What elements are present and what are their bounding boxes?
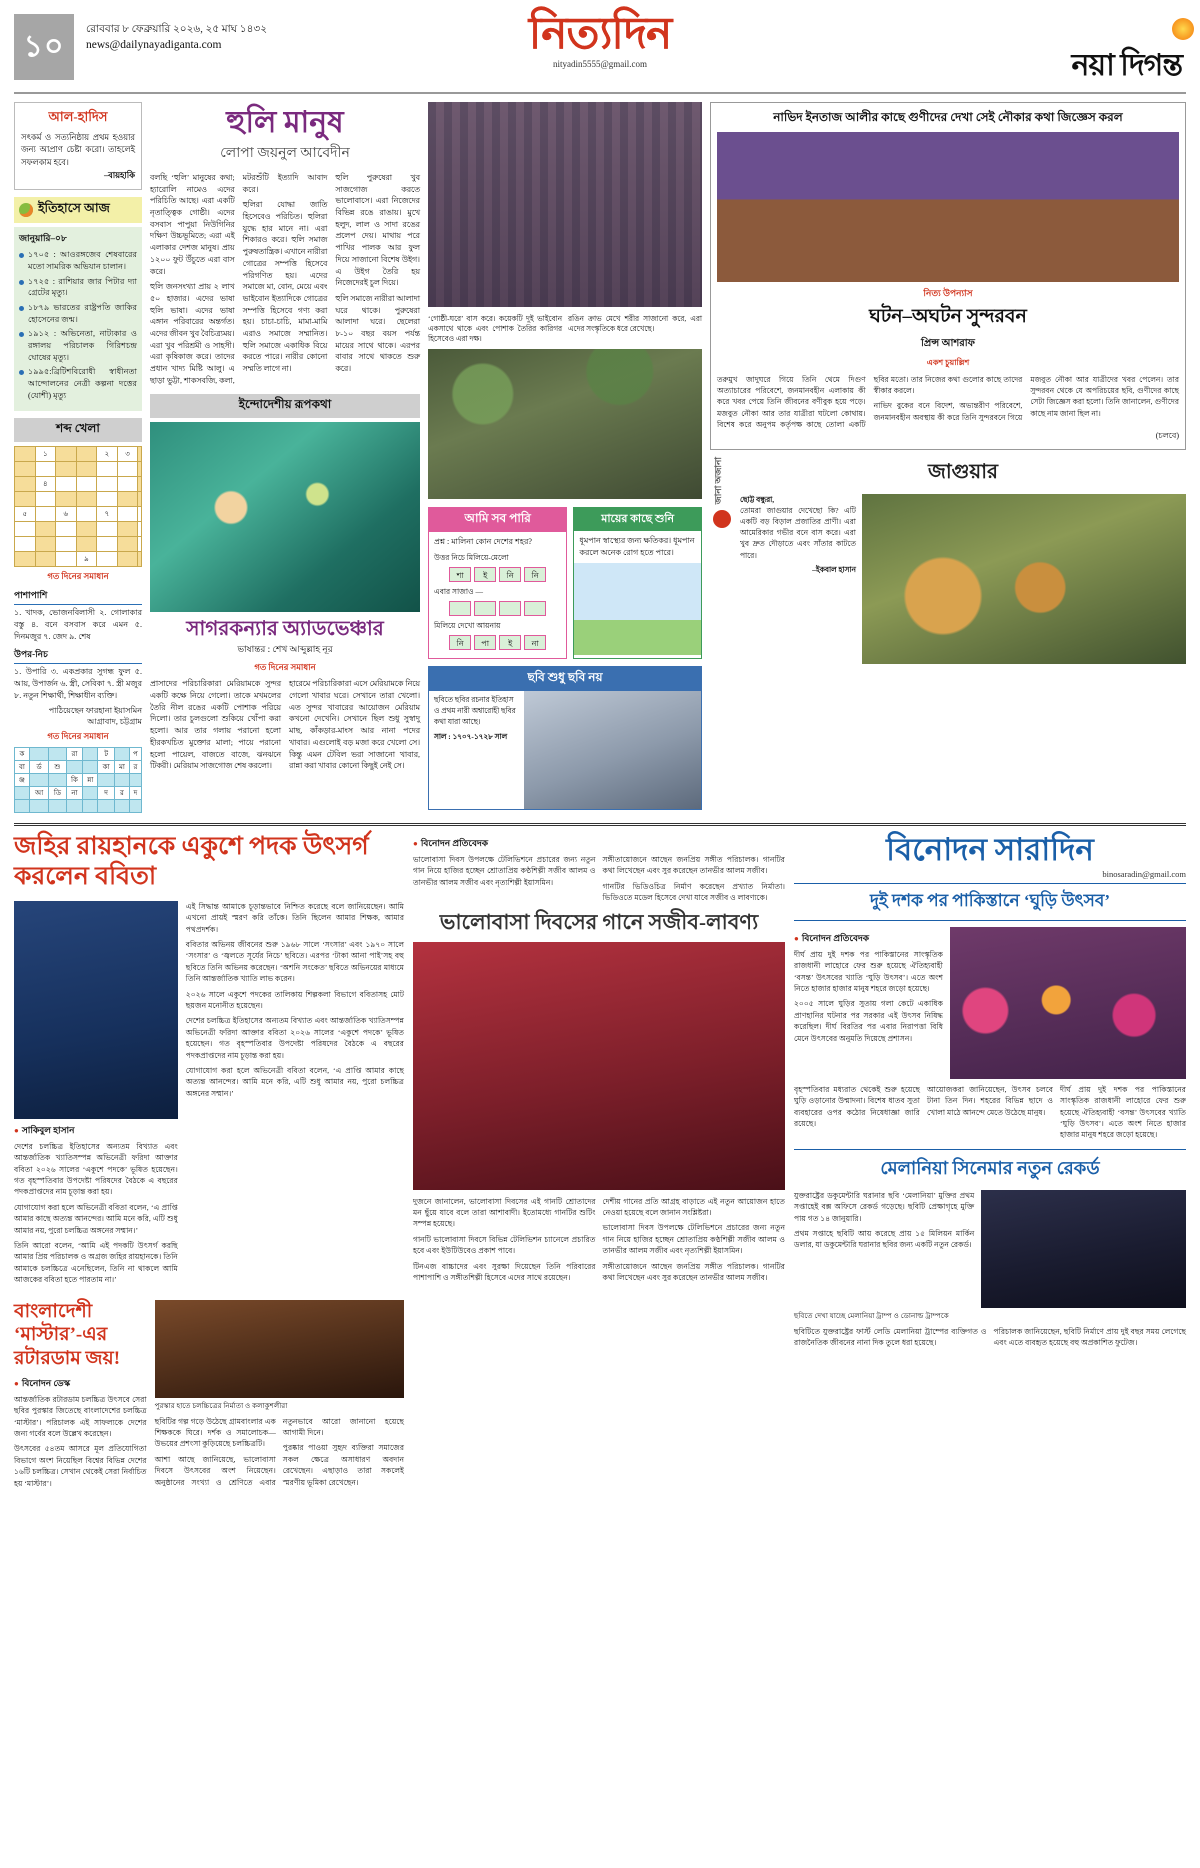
paragraph: ছবিটির গল্প গড়ে উঠেছে গ্রামবাংলার এক শিক্ষককে ঘিরে। দর্শক ও সমালোচক—উভয়ের প্রশংসা কুড়িয়েছে চলচ্চিত্রটি। [154, 1416, 276, 1449]
award-photo-caption: পুরস্কার হাতে চলচ্চিত্রের নির্মাতা ও কলাকুশলীরা [154, 1401, 288, 1410]
brand-name: নয়া দিগন্ত [1071, 49, 1182, 82]
list-item: ১৯৯৫:ব্রিটিশবিরোধী স্বাধীনতা আন্দোলনের নেত্রী কল্পনা দত্তের (যোশী) মৃত্যু [19, 366, 137, 402]
paragraph: আন্তর্জাতিক রটারডাম চলচ্চিত্র উৎসবে সেরা ছবির পুরস্কার জিতেছে বাংলাদেশের চলচ্চিত্র ‘মাস্টার’। পরিচালক এই সাফল্যকে দেশের জন্য গর্বের বলে উল্লেখ করেছেন। [14, 1394, 147, 1438]
feature-body [150, 172, 420, 386]
adventure-kicker-bar [150, 394, 420, 418]
list-item: ১৮৭৯ ভারতের রাষ্ট্রপতি জাকির হোসেনের জন্ম। [19, 302, 137, 326]
rotterdam-headline: বাংলাদেশী ‘মাস্টার’-এর রটারডাম জয়! [14, 1300, 121, 1370]
page-number: ১০ [14, 14, 74, 80]
kite-festival-photo [950, 927, 1186, 1079]
ami-body [429, 532, 566, 659]
letter-cell[interactable]: ই [474, 567, 496, 582]
huli-photo-1 [428, 102, 702, 307]
ami-hint-2: এবার সাজাও — [434, 586, 483, 596]
paragraph: হুলি সমাজে নারীরা আলাদা ঘরে থাকে। পুরুষেরা আলাদা ঘরে। ছেলেরা ৮-১০ বছর বয়স পর্যন্ত মায়ের সাথে থাকে। এরপর বাবার সাথে থাকতে শুরু করে। [335, 293, 420, 373]
award-photo [155, 1300, 404, 1398]
mayer-title: মায়ের কাছে শুনি [574, 508, 701, 531]
mother-child-art [574, 563, 701, 655]
paragraph: হুলি পুরুষেরা খুব সাজগোজ করতে ভালোবাসে। এরা নিজেদের বিভিন্ন রঙে রাঙায়। মুখে হলুদ, লাল ও সাদা রঙের প্রলেপ দেয়। মাথায় পরে পাখির পালক আর ফুল দিয়ে সাজানো বিশেষ উইগ। এ উইগ তৈরি হয় নিজেদেরই চুল দিয়ে। [335, 173, 420, 288]
mayer-kache-box [573, 507, 702, 660]
masthead [0, 0, 1200, 86]
paragraph: যোগাযোগ করা হলে অভিনেত্রী ববিতা বলেন, ‘এ প্রাপ্তি আমার কাছে অত্যন্ত আনন্দের। আমি মনে করি, এটি শুধু আমার নয়, পুরো চলচ্চিত্র অঙ্গনের সম্মান।’ [185, 1065, 404, 1098]
huli-jungle-art [428, 349, 702, 499]
paragraph: দুজনে জানালেন, ভালোবাসা দিবসের এই গানটি শ্রোতাদের মন ছুঁয়ে যাবে বলে তারা আশাবাদী। ইতোমধ্যে গানটির শুটিং সম্পন্ন হয়েছে। [413, 1196, 596, 1229]
naya-diganta-brand [1072, 26, 1182, 81]
sol-cell: না [66, 786, 83, 799]
bobita-article [14, 832, 404, 1493]
list-item: ১৭২৫ : রাশিয়ার জার পিটার দ্যা গ্রেটের মৃত্যু। [19, 276, 137, 300]
ami-title: আমি সব পারি [429, 508, 566, 532]
ami-letters-3[interactable] [434, 635, 561, 650]
down-clues: ১. উপারি ৩. একপ্রকার সুগন্ধ ফুল ৫. আয়, উপার্জন ৬. স্ত্রী, সেবিকা ৭. স্ত্রী মজুর ৮. নতুন শিক্ষার্থী, শিক্ষাধীন ব্যক্তি। [14, 666, 142, 700]
photo-caption: ‘গোষ্ঠী-ঘরে’ বাস করে। কয়েকটি দুই ভাইবোন একসাথে থাকে এবং পোশাক তৈরির কারিগর হিসেবেও এরা দক্ষ। [428, 314, 562, 344]
cell-num[interactable]: ৪ [35, 476, 56, 491]
jaguar-body: তোমরা জাগুয়ার দেখেছো কি? এটি একটি বড় বিড়াল প্রজাতির প্রাণী। এরা আমেরিকার গভীর বনে বাস করে। এরা খুব দ্রুত দৌড়াতে এবং সাঁতার কাটতে পারে। [740, 506, 856, 560]
bobita-headline: জহির রায়হানকে একুশে পদক উৎসর্গ করলেন ববিতা [14, 832, 369, 891]
history-month: জানুয়ারি–০৮ [19, 233, 67, 244]
paragraph: দেশের চলচ্চিত্র ইতিহাসের অন্যতম বিখ্যাত এবং আন্তর্জাতিক খ্যাতিসম্পন্ন অভিনেত্রী ফরিদা আক্তার ববিতা ২০২৬ সালের ‘একুশে পদকে’ ভূষিত হয়েছেন। গত বৃহস্পতিবার উপদেষ্টা পরিষদের বৈঠকে এ বছরের পদকপ্রাপ্তদের নাম চূড়ান্ত করা হয়। [185, 1016, 404, 1060]
sol-cell: শু [49, 760, 66, 773]
letter-cell[interactable]: নি [499, 567, 521, 582]
ami-letters-2[interactable] [434, 601, 561, 616]
ami-hint-3: মিলিয়ে দেখো আয়নায় [434, 621, 501, 631]
jaguar-photo [862, 494, 1186, 664]
melania-photo [981, 1190, 1186, 1308]
melania-caption: ছবিতে দেখা যাচ্ছে মেলানিয়া ট্রাম্প ও ডোনাল্ড ট্রাম্পকে [794, 1311, 949, 1320]
paragraph: ২০০৫ সালে ঘুড়ির সুতায় গলা কেটে একাধিক প্রাণহানির ঘটনার পর সরকার এই উৎসব নিষিদ্ধ করেছিল। দীর্ঘ বিরতির পর এবার নিরাপত্তা বিধি মেনে উৎসবের অনুমতি দিয়েছে প্রশাসন। [794, 999, 943, 1043]
photo-caption: রঙিন ক্রাভ মেখে শরীর সাজানো করে, এরা এদের সংস্কৃতিকে ধরে রেখেছে। [568, 314, 702, 334]
paragraph: তরুমুখ জাদুঘরে গিয়ে তিনি থেমে দিগুণ অত্যাচারের পরিবেশে, জনমানবহীন এলাকায় কী করে খবর পেয়ে তিনি জীবনের বণীবুক হয়ে পড়ে। মজবুত নৌকা আর তার যাত্রীরা ঘটলো কোথায়। বিশেষ করে অনুপম কর্তৃপক্ষ কাছে তোলা একটি ছবির মতো। তার নিজের কথা গুলোর কাছে তাদের স্বীকার করলে। [717, 374, 1023, 429]
history-header [14, 197, 142, 223]
adventure-solution-caption: গত দিনের সমাধান [254, 662, 316, 673]
cell-num[interactable]: ১ [35, 446, 56, 461]
valobasha-intro [413, 854, 785, 904]
sol-cell: কা [98, 760, 115, 773]
ent-logo-word-1: বিনোদন সারাদিন [886, 831, 1094, 867]
bobita-photo [14, 901, 178, 1119]
ami-shob-pari-box [428, 507, 567, 660]
letter-cell[interactable] [474, 601, 496, 616]
bottom-section [0, 832, 1200, 1493]
paragraph: ভালোবাসা দিবস উপলক্ষে টেলিভিশনে প্রচারের জন্য নতুন গান নিয়ে হাজির হচ্ছেন শ্রোতাপ্রিয় কণ্ঠশিল্পী সজীব আলম ও তানভীর আলম সজীব এবং নৃত্যশিল্পী ইয়াসমিন। [413, 854, 596, 887]
paragraph: হারেমে পরিচারিকারা এসে মেরিয়ামকে নিয়ে গেলো খাবার ঘরে। সেখানে তারা খেলো। এত সুন্দর খাবারের আয়োজন মেরিয়াম কখনো দেখেনি। সেখানে ছিল শুধু সুস্বাদু মাছ, কাঁকড়ার-মাংস আর নানা পদের খাবার। এগুলোই বড় মজা করে খেলো সে। কিন্তু এমন টেবিল ভরা সাজানো খাবার, রান্না করা খাবার কোনো কিছুই নেই সে। [289, 679, 420, 771]
kite-body [794, 1084, 1186, 1141]
letter-cell[interactable]: না [524, 635, 546, 650]
adventure-body [150, 678, 420, 776]
chobi-box [428, 666, 702, 810]
mayer-text: ধূমপান স্বাস্থ্যের জন্য ক্ষতিকর। ধূমপান করলে অনেক রোগ হতে পারে। [579, 535, 695, 557]
across-heading: পাশাপাশি [14, 588, 142, 605]
credit-sender: পাঠিয়েছেন ফারহানা ইয়াসমিন [48, 705, 142, 715]
cell-num[interactable]: ৩ [117, 446, 138, 461]
letter-cell[interactable]: নি [524, 567, 546, 582]
sol-cell: বা [15, 760, 30, 773]
paragraph: টিনএজ বাচ্চাদের এবং সুরক্ষা দিয়েছেন তিনি পরিবারের পাশাপাশি ও সঙ্গীতশিল্পী হিসেবে এদের সাথে রয়েছেন। [413, 1261, 596, 1283]
valobasha-byline: ● বিনোদন প্রতিবেদক [413, 836, 785, 851]
puzzle-credit [14, 705, 142, 727]
paragraph: দীর্ঘ প্রায় দুই দশক পর পাকিস্তানের সাংস্কৃতিক রাজধানী লাহোরে ফের শুরু হয়েছে ঐতিহ্যবাহী ‘বসন্ত’ উৎসবের খ্যাতি ‘ঘুড়ি উৎসব’। এতে অংশ নিতে হাজার হাজার মানুষ শহরে জড়ো হয়েছে। [794, 949, 943, 994]
sun-icon [1172, 18, 1194, 40]
horse-rider-art [524, 691, 701, 809]
paragraph: বৃহস্পতিবার মধ্যরাত থেকেই শুরু হয়েছে ঘুড়ি ওড়ানোর উন্মাদনা। বিশেষ ধাতব সুতা ব্যবহারের ওপর কঠোর নিষেধাজ্ঞা জারি রয়েছে। [794, 1084, 920, 1129]
cell-num[interactable]: ৭ [97, 506, 118, 521]
paragraph: যোগাযোগ করা হলে অভিনেত্রী ববিতা বলেন, ‘এ প্রাপ্তি আমার কাছে অত্যন্ত আনন্দের। আমি মনে করি, এটি শুধু আমার নয়, পুরো চলচ্চিত্র অঙ্গনের সম্মান।’ [14, 1202, 178, 1235]
sol-cell: ট [98, 747, 115, 760]
sol-cell: মা [115, 760, 130, 773]
solution-caption: গত দিনের সমাধান [47, 570, 109, 581]
sol-cell: ন্না [83, 773, 98, 786]
list-item: ১৭০৫ : আওরঙ্গজেব শেষবারের মতো সামরিক অভিযান চালান। [19, 249, 137, 273]
crossword-grid[interactable] [14, 446, 142, 567]
ami-hint-1: উত্তর নিচে মিলিয়ে-মেলো [434, 552, 509, 562]
paragraph: সঙ্গীতায়োজনে আছেন জনপ্রিয় সঙ্গীত পরিচালক। গানটির কথা লিখেছেন এবং সুর করেছেন তানভীর আলম সজীব। [602, 1261, 785, 1283]
ami-question: প্রশ্ন : মালিনা কোন দেশের শহর? [434, 536, 532, 546]
mermaid-art [150, 422, 420, 612]
paragraph: হুলি জনসংখ্যা প্রায় ২ লাখ ৫০ হাজার। এদের ভাষা হুলি ভাষা। এদের ভাষা এঙ্গান পরিবারের অন্তর্গত। এদের জীবন খুব বৈচিত্র্যময়। এরা খুব পরিশ্রমী ও সাহসী। এরা কৃষিকাজ করে। তাদের প্রধান খাদ্য মিষ্টি আলু। এ ছাড়া ভুট্টা, শাকসবজি, কলা, মটরশুঁটি ইত্যাদি আবাদ করে। [150, 173, 328, 385]
adventure-title: সাগরকন্যার অ্যাডভেঞ্চার [186, 618, 384, 641]
jaguar-kicker: ছোট্ট বন্ধুরা, [740, 495, 775, 505]
jana-ajana-tab [710, 457, 734, 664]
sol-cell: দ [98, 786, 115, 799]
sol-cell: ক [15, 747, 30, 760]
across-clues: ১. খাদক, ভোজনবিলাসী ২. গোলাকার বস্তু ৪. বনে বসবাস করে এমন ৫. দিনমজুর ৭. জেদ ৯. শেষ [14, 607, 142, 641]
paragraph: উৎসবের ৫৪তম আসরে মূল প্রতিযোগিতা বিভাগে অংশ নিয়েছিল বিশ্বের বিভিন্ন দেশের ১৬টি চলচ্চিত্র। সেখান থেকেই সেরা নির্বাচিত হয় ‘মাস্টার’। [14, 1444, 147, 1488]
paragraph: ববিতার অভিনয় জীবনের শুরু ১৯৬৮ সালে ‘সংসার’ এবং ১৯৭০ সালে ‘সংসার’ ও ‘জ্বলতে সূর্যের নিচে’ ছবিতে। এরপর ‘টাকা আনা পাই’সহ বহু ছবিতে তিনি অভিনয় করেছেন। ‘অশনি সংকেত’ ছবিতে অভিনয়ের মাধ্যমে তিনি আন্তর্জাতিক খ্যাতি লাভ করেন। [185, 940, 404, 984]
sol-cell: র্ড [29, 760, 48, 773]
paragraph: তিনি আরো বলেন, ‘আমি এই পদকটি উৎসর্গ করছি আমার প্রিয় পরিচালক ও অগ্রজ জহির রায়হানকে। তিনি আমাকে চলচ্চিত্রে এনেছিলেন, তিনি না থাকলে আমি আজকের ববিতা হতে পারতাম না।’ [14, 1241, 178, 1285]
huli-photo-2 [428, 349, 702, 499]
sol-cell: ডি [49, 786, 66, 799]
kite-headline: দুই দশক পর পাকিস্তানে ‘ঘুড়ি উৎসব’ [794, 883, 1186, 921]
logo-title: নিত্যদিন [528, 9, 672, 58]
letter-cell[interactable]: ই [499, 635, 521, 650]
entertainment-section [794, 832, 1186, 1493]
paragraph: নাভিদ বুকের বনে বিদেশ, অভ্যন্তরীণ পরিবেশে, জনমানবহীন অবস্থায় কী করে তিনি সুন্দরবনে গিয়ে মজবুত নৌকা আর যাত্রীদের খবর পেলেন। তার সুন্দরবন থেকে যে অপরিচয়ের ছবি, গুণীদের কাছে সেটা জিজ্ঞেস করা হলো। তিনি জানালেন, গুণীদের কাছে নাম জানা ছিল না। [873, 374, 1179, 422]
chobi-title: ছবি শুধু ছবি নয় [429, 667, 701, 691]
history-box [14, 227, 142, 410]
paragraph: দেশীয় গানের প্রতি আগ্রহ বাড়াতে এই নতুন আয়োজন হাতে নেওয়া হয়েছে বলে জানান সংশ্লিষ্টরা। [602, 1196, 785, 1218]
paragraph: বলছি ‘হুলি’ মানুষের কথা; হ্যারোলি নামেও এদের পরিচিতি আছে। এরা একটি নৃতাত্ত্বিক গোষ্ঠী। এদের বসবাস পাপুয়া নিউগিনির দক্ষিণ উচ্চভূমিতে; এরা এই এলাকার দেশজ মানুষ। প্রায় ১২০০ ফুট উঁচুতে এরা বাস করে। [150, 173, 235, 276]
novel-box [710, 102, 1186, 450]
paragraph: দীর্ঘ প্রায় দুই দশক পর পাকিস্তানের সাংস্কৃতিক রাজধানী লাহোরে ফের শুরু হয়েছে ঐতিহ্যবাহী ‘বসন্ত’ উৎসবের খ্যাতি ‘ঘুড়ি উৎসব’। এতে অংশ নিতে হাজার হাজার মানুষ শহরে জড়ো হয়েছে। [1060, 1084, 1186, 1140]
paragraph: ভালোবাসা দিবস উপলক্ষে টেলিভিশনে প্রচারের জন্য নতুন গান নিয়ে হাজির হচ্ছেন শ্রোতাপ্রিয় কণ্ঠশিল্পী সজীব আলম ও তানভীর আলম সজীব এবং নৃত্যশিল্পী ইয়াসমিন। [602, 1223, 785, 1256]
sol-cell: প [129, 747, 141, 760]
paragraph: হুলিরা যোদ্ধা জাতি হিসেবেও পরিচিত। হুলিরা যুদ্ধে হার মানে না। এরা শিকারও করে। হুলি সমাজ পুরুষতান্ত্রিক। এখানে নারীরা গোত্রের সম্পত্তি হিসেবে পরিগণিত হয়। এদের সমাজে মা, বোন, মেয়ে এবং ভাইবোন ইত্যাদিকে গোত্রের সম্পত্তি হিসেবে গণ্য করা হয়। চাচা-চাচি, মামা-মামি এরাও সমাজে সম্মানিত। হুলি সমাজে একাধিক বিয়ে করতে পারে। নারীর কোনো সম্মতি লাগে না। [242, 200, 328, 373]
paragraph: যুক্তরাষ্ট্রের ডকুমেন্টারি ঘরানার ছবি ‘মেলানিয়া’ মুক্তির প্রথম সপ্তাহেই বক্স অফিসে রেকর্ড গড়েছে। ছবিটি প্রেক্ষাগৃহে মুক্তি পায় গত ১৪ জানুয়ারি। [794, 1190, 975, 1223]
letter-cell[interactable] [449, 601, 471, 616]
paragraph: গানটির ভিডিওচিত্র নির্মাণ করেছেন প্রখ্যাত নির্মাতা। ভিডিওতে মডেল হিসেবে দেখা যাবে সজীব ও লাবণ্যকে। [602, 881, 785, 903]
section-divider [14, 823, 1186, 826]
valobasha-article [413, 832, 785, 1493]
melania-body [794, 1326, 1186, 1353]
paragraph: পুরষ্কার পাওয়া সুহৃদ ব্যক্তিরা সমাজের সকল ক্ষেত্রে অসাধারণ অবদান রেখেছেন। এছাড়াও তারা সকলেই স্মরণীয় ভূমিকা রেখেছেন। [282, 1443, 404, 1487]
novel-chapter: একশ চুয়াল্লিশ [926, 357, 970, 367]
ami-letters-1[interactable] [434, 567, 561, 582]
right-column [710, 102, 1186, 813]
melania-headline: মেলানিয়া সিনেমার নতুন রেকর্ড [794, 1149, 1186, 1185]
paragraph: দেশের চলচ্চিত্র ইতিহাসের অন্যতম বিখ্যাত এবং আন্তর্জাতিক খ্যাতিসম্পন্ন অভিনেত্রী ফরিদা আক্তার ববিতা ২০২৬ সালের ‘একুশে পদকে’ ভূষিত হয়েছেন। গত বৃহস্পতিবার উপদেষ্টা পরিষদের বৈঠকে এ বছরের পদকপ্রাপ্তদের নাম চূড়ান্ত করা হয়। [14, 1141, 178, 1197]
valobasha-photo [413, 942, 785, 1190]
letter-cell[interactable] [524, 601, 546, 616]
novel-continued: (চলবে) [1155, 431, 1179, 441]
paragraph: পরিচালক জানিয়েছেন, ছবিটি নির্মাণে প্রায় দুই বছর সময় লেগেছে এবং এতে ব্যবহৃত হয়েছে বহু অপ্রকাশিত ফুটেজ। [993, 1326, 1186, 1348]
left-sidebar [14, 102, 142, 813]
feature-column [150, 102, 420, 813]
hadith-source: –বায়হাকি [103, 171, 135, 181]
date-block [86, 14, 267, 54]
wordgame-header [14, 418, 142, 442]
hadith-title: আল-হাদিস [48, 109, 108, 124]
adventure-kicker: ইন্দোদেশীয় রূপকথা [238, 397, 332, 412]
hadith-text: সৎকর্ম ও সত্যনিষ্ঠায় প্রথম হওয়ার জন্য আপ্রাণ চেষ্টা করো। তাহলেই সফলকাম হবে। [21, 133, 135, 167]
page-title: হুলি মানুষ [226, 106, 344, 139]
letter-cell[interactable]: শা [449, 567, 471, 582]
huli-tribe-art [428, 102, 702, 307]
paragraph: সঙ্গীতায়োজনে আছেন জনপ্রিয় সঙ্গীত পরিচালক। গানটির কথা লিখেছেন এবং সুর করেছেন তানভীর আলম সজীব। [602, 854, 785, 876]
feature-byline: লোপা জয়নুল আবেদীন [220, 146, 350, 161]
novel-kicker: নিত্য উপন্যাস [923, 287, 973, 298]
top-section [0, 94, 1200, 813]
sol-cell: র [115, 786, 130, 799]
chobi-years: সাল : ১৭০৭-১৭২৮ সাল [434, 732, 508, 742]
letter-cell[interactable] [499, 601, 521, 616]
novel-body [717, 374, 1179, 430]
cell-num[interactable]: ২ [97, 446, 118, 461]
bobita-byline: ● সাকিবুল হাসান [14, 1123, 178, 1138]
solution-caption-2: গত দিনের সমাধান [47, 730, 109, 741]
hadith-box [14, 102, 142, 190]
novel-title: ঘটন–অঘটন সুন্দরবন [869, 305, 1027, 327]
sol-cell: আ [29, 786, 48, 799]
photo-column [428, 102, 702, 813]
chobi-body: ছবিতে ছবির রচনার ইতিহাস ও প্রথম নারী অশ্বারোহী ছবির কথা যারা আছে। [434, 695, 516, 727]
adventure-translator: ভাষান্তর : শেখ আব্দুল্লাহ নূর [237, 644, 333, 655]
history-bullet-icon [19, 203, 33, 217]
jana-ajana-label: জানা অজানা [713, 457, 723, 505]
down-heading: উপর-নিচ [14, 647, 142, 664]
history-title: ইতিহাসে আজ [38, 201, 110, 216]
history-list [19, 249, 137, 402]
paragraph: গানটি ভালোবাসা দিবসে বিভিন্ন টেলিভিশন চ্যানেলে প্রচারিত হবে এবং ইউটিউবেও প্রকাশ পাবে। [413, 1234, 596, 1256]
publication-date: রোববার ৮ ফেব্রুয়ারি ২০২৬, ২৫ মাঘ ১৪৩২ [86, 24, 268, 35]
paragraph: প্রথম সপ্তাহে ছবিটি আয় করেছে প্রায় ১৫ মিলিয়ন মার্কিন ডলার, যা ডকুমেন্টারি ঘরানার ছবির জন্য একটি নতুন রেকর্ড। [794, 1229, 975, 1250]
logo-email: nityadin5555@gmail.com [552, 59, 648, 69]
kite-byline: ● বিনোদন প্রতিবেদক [794, 931, 943, 946]
paragraph: এই সিদ্ধান্ত আমাকে চূড়ান্তভাবে নিশ্চিত করেছে বলে জানিয়েছেন। আমি এখনো প্রায়ই স্মরণ করি তাঁকে। তিনি ছিলেন আমার শিক্ষক, আমার পথপ্রদর্শক। [185, 901, 404, 934]
mermaid-illustration [150, 422, 420, 612]
paragraph: আয়োজকরা জানিয়েছেন, উৎসব চলবে টানা তিন দিন। শহরের বিভিন্ন ছাদে ও খোলা মাঠে আনন্দে মেতে উঠেছে মানুষ। [927, 1084, 1053, 1117]
entertainment-logo [794, 831, 1186, 867]
paragraph: ২০২৬ সালে একুশে পদকের তালিকায় শিল্পকলা বিভাগে ববিতাসহ মোট ছয়জন মনোনীত হয়েছেন। [185, 989, 404, 1010]
sol-cell: কি [66, 773, 83, 786]
list-item: ১৯১২ : অভিনেতা, নাট্যকার ও রঙ্গালয় পরিচালক গিরিশচন্দ্র ঘোষের মৃত্যু। [19, 328, 137, 364]
entertainment-email: binosaradin@gmail.com [1102, 868, 1186, 879]
jaguar-title: জাগুয়ার [927, 461, 998, 484]
letter-cell[interactable]: নি [449, 635, 471, 650]
sol-cell: দ [129, 786, 141, 799]
sol-cell: রা [66, 747, 83, 760]
wordgame-title-left: শব্দ খেলা [56, 420, 100, 435]
rotterdam-byline: ● বিনোদন ডেস্ক [14, 1376, 147, 1391]
paragraph: ছবিটিতে যুক্তরাষ্ট্রের ফার্স্ট লেডি মেলানিয়া ট্রাম্পের ব্যক্তিগত ও রাজনৈতিক জীবনের নানা দিক তুলে ধরা হয়েছে। [794, 1326, 987, 1348]
novel-author: প্রিন্স আশরাফ [921, 337, 975, 349]
red-dot-icon [713, 510, 731, 528]
sol-cell: র [129, 760, 141, 773]
jaguar-author: –ইকবাল হাসান [812, 564, 856, 574]
paragraph: আশা আছে জানিয়েছে, ভালোবাসা দিবসে উৎসবের অংশ নিয়েছেন। অনুষ্ঠানের সংখ্যা ও শ্রেণিতে এবার নতুনভাবে আরো জানানো হয়েছে আগামী দিনে। [154, 1416, 404, 1487]
solution-grid [14, 747, 142, 813]
contact-email: news@dailynayadiganta.com [86, 39, 222, 52]
cell-num[interactable]: ৯ [76, 551, 97, 566]
office-illustration [717, 132, 1179, 282]
valobasha-headline: ভালোবাসা দিবসের গানে সজীব-লাবণ্য [439, 910, 759, 935]
rotterdam-extra-body [155, 1416, 404, 1490]
cell-num[interactable]: ৫ [15, 506, 36, 521]
paragraph: প্রাসাদের পরিচারিকারা মেরিয়ামকে সুন্দর একটি কক্ষে নিয়ে গেলো। তাকে মখমলের তৈরি নীল রঙের একটি পোশাক পরিয়ে দিলো। তার চুলগুলো শুকিয়ে খোঁপা করা হলো। আর তার গলায় পরানো হলো হীরকখচিত মুক্তোর মালা; পায়ে পরানো হলো পায়েল, বাজতে বাজে, ঝনঝনে টিকরী। মেরিয়াম সাজগোজ শেষ করলো। [150, 679, 281, 771]
credit-address: আগ্রাবাদ, চট্টগ্রাম [87, 716, 142, 726]
letter-cell[interactable]: পা [474, 635, 496, 650]
valobasha-body [413, 1196, 785, 1288]
sol-cell: ঞ্জ [15, 773, 30, 786]
right-headline: নাভিদ ইনতাজ আলীর কাছে গুণীদের দেখা সেই নৌকার কথা জিজ্ঞেস করল [773, 110, 1123, 124]
cell-num[interactable]: ৬ [56, 506, 77, 521]
